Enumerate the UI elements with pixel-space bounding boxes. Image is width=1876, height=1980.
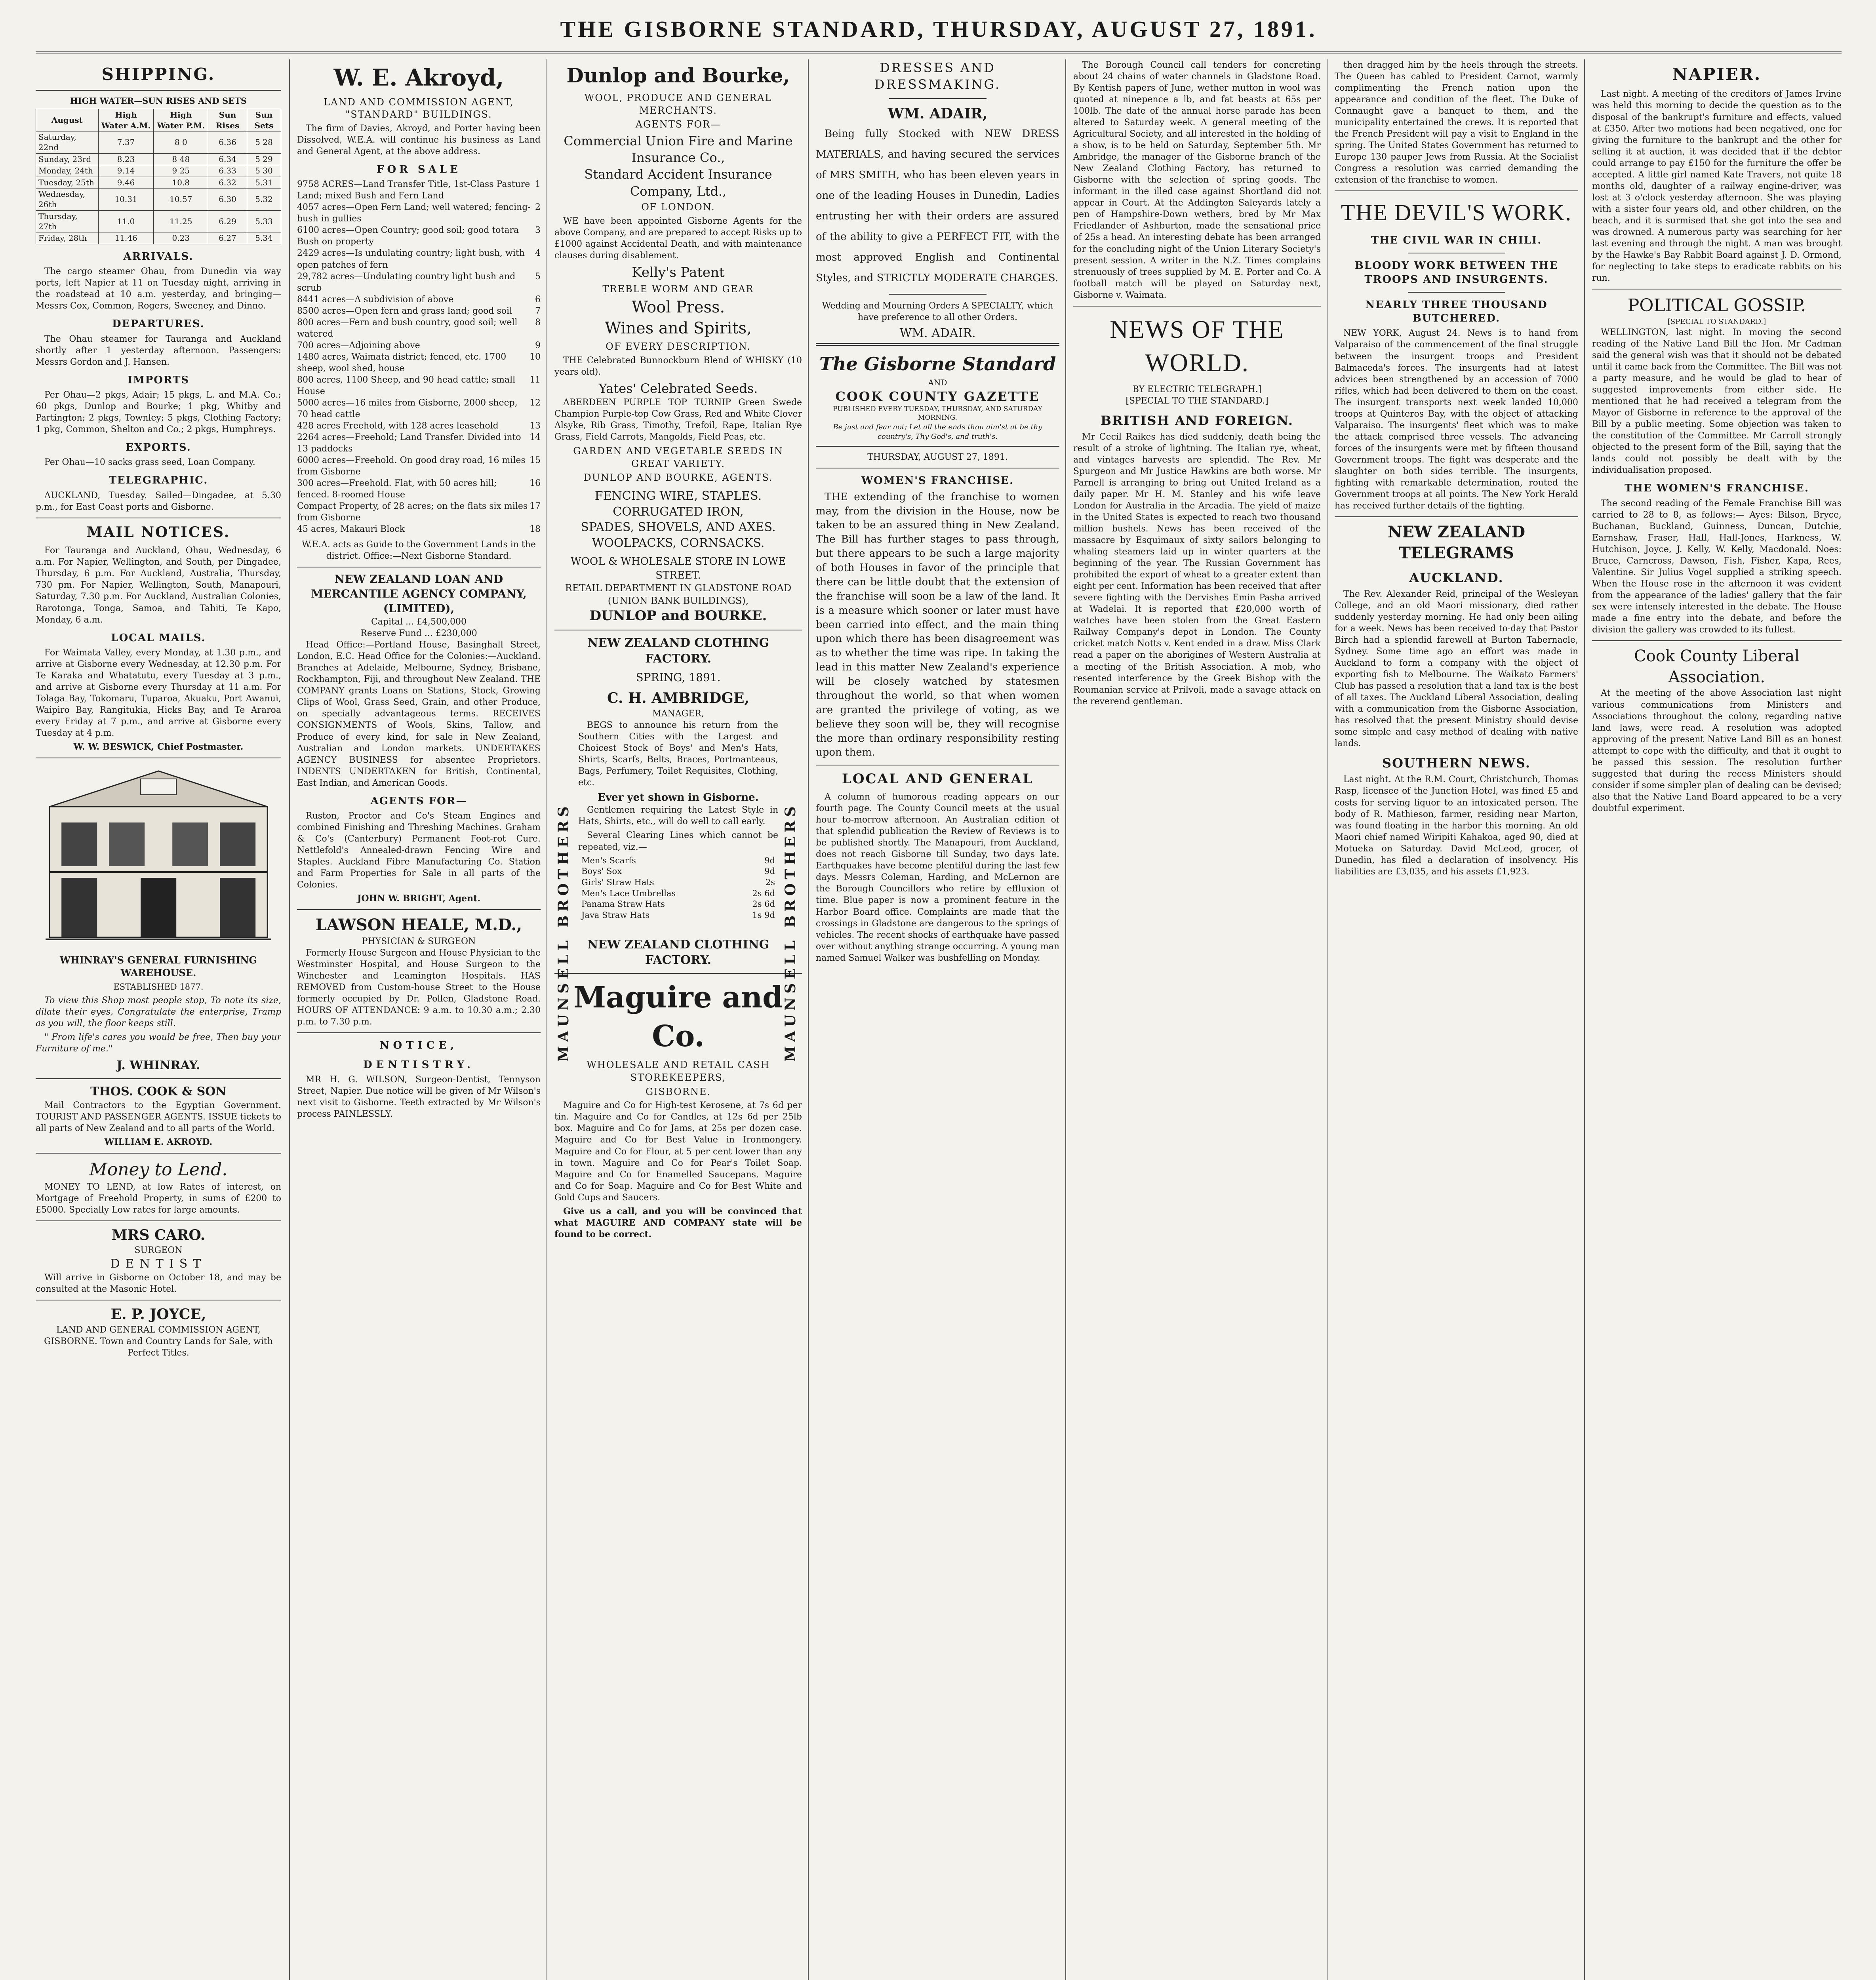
clothing-heading: NEW ZEALAND CLOTHING FACTORY. [587,636,769,666]
listing-text: 5000 acres—16 miles from Gisborne, 2000 sheep, 70 head cattle [297,398,518,419]
price-row [578,855,778,866]
price-value: 2s 6d [752,899,775,909]
lawson-heading: LAWSON HEALE, M.D., [315,916,522,935]
whinray-heading: WHINRAY'S GENERAL FURNISHING WAREHOUSE. [60,954,257,979]
tide-row [36,165,281,177]
wool-store-line: WOOL & WHOLESALE STORE IN LOWE STREET. [570,556,786,581]
dunlop-agents: DUNLOP AND BOURKE, AGENTS. [583,472,773,484]
listing-number: 12 [529,398,541,408]
shown-line: Ever yet shown in Gisborne. [598,792,759,804]
wines-heading: Wines and Spirits, [605,319,752,338]
devil-heading: THE DEVIL'S WORK. [1341,200,1572,226]
tide-cell: Friday, 28th [36,232,99,244]
listing-row [297,420,541,432]
column-rule [289,59,290,1980]
spring-line: SPRING, 1891. [636,671,721,684]
tide-cell: 7.37 [98,131,154,153]
wedding-text: Wedding and Mourning Orders A SPECIALTY, which have preference to all other Orders. [822,301,1053,323]
listing-number: 11 [529,375,541,385]
tide-cell: Sunday, 23rd [36,153,99,165]
agents-for-heading: AGENTS FOR— [635,119,721,130]
shown-text: Gentlemen requiring the Latest Style in Hats, Shirts, etc., will do well to call early. [578,805,778,827]
price-row [578,899,778,910]
listing-number: 3 [535,225,541,236]
listing-number: 15 [529,455,541,466]
tide-header: Sun Rises [208,109,247,131]
ambridge-text: BEGS to announce his return from the Southern Cities with the Largest and Choicest Stock of Boys' and Men's Hats, Shirts, Scarfs, Belts, Braces, Portmanteaus, Bags, Perfumery, Toilet Requisites, Clothing, etc. [578,720,778,788]
of-london: OF LONDON. [641,201,715,213]
political-special: [SPECIAL TO STANDARD.] [1667,318,1766,326]
tide-cell: 6.34 [208,153,247,165]
listing-row [297,455,541,478]
money-heading: Money to Lend. [89,1159,228,1180]
nzl-heading: NEW ZEALAND LOAN AND MERCANTILE AGENCY COMPANY, (LIMITED), [311,573,527,615]
column-2 [297,59,541,1980]
listing-row [297,294,541,305]
maguire-end: Give us a call, and you will be convinced that what MAGUIRE AND COMPANY state will be found to be correct. [554,1206,802,1239]
yates-heading: Yates' Celebrated Seeds. [598,381,758,396]
tide-row [36,131,281,153]
tide-cell: 9 25 [154,165,208,177]
clothing-footer: NEW ZEALAND CLOTHING FACTORY. [587,937,769,967]
listing-row [297,202,541,225]
tide-header: High Water A.M. [98,109,154,131]
dentist-heading: DENTIST [110,1257,207,1271]
listing-number: 2 [535,202,541,213]
agents-for-heading: AGENTS FOR— [370,795,467,807]
listing-text: 2264 acres—Freehold; Land Transfer. Divided into 13 paddocks [297,432,521,454]
wool-press-heading: Wool Press. [631,298,725,317]
tide-cell: Thursday, 27th [36,210,99,232]
listing-row [297,179,541,202]
listing-number: 6 [535,294,541,305]
paper-and: AND [928,378,947,388]
tide-cell: 8 48 [154,153,208,165]
listing-row [297,305,541,317]
auckland-heading: AUCKLAND. [1409,570,1504,585]
tide-cell: 11.0 [98,210,154,232]
whinray-name: J. WHINRAY. [116,1059,200,1073]
whisky-text: THE Celebrated Bunnockburn Blend of WHISKY (10 years old). [554,355,802,377]
divider [1073,306,1321,307]
column-3 [554,59,802,1980]
listing-row [297,374,541,397]
divider [1408,292,1505,293]
for-sale-heading: FOR SALE [377,163,461,175]
column-1 [36,59,281,1980]
reserve-line: Reserve Fund ... £230,000 [360,628,477,639]
tide-cell: 10.31 [98,188,154,210]
bright-signature: JOHN W. BRIGHT, Agent. [357,893,480,904]
liberal-heading: Cook County Liberal Association. [1634,647,1800,686]
departures-heading: DEPARTURES. [112,318,205,330]
telegraphic-heading: TELEGRAPHIC. [109,474,208,487]
mail-text: For Tauranga and Auckland, Ohau, Wednesday, 6 a.m. For Napier, Wellington, and South, per Dingadee, Thursday, 6 p.m. For Auckland, Australia, Thursday, 730 pm. For Napier, Wellington, South, Manapouri, Saturday, 7.30 p.m. For Auckland, Australian Colonies, Rarotonga, Tonga, Samoa, and Tahiti, Te Kapo, Monday, 6 a.m. [36,546,281,625]
whinray-poem-end: " From life's cares you would be free, Then buy your Furniture of me." [36,1032,281,1054]
masthead-title: THE GISBORNE STANDARD, THURSDAY, AUGUST 27, 1891. [560,16,1317,42]
tide-cell: Tuesday, 25th [36,177,99,188]
standard-heading: Standard Accident Insurance Company, Ltd., [584,167,772,199]
franchise2-heading: THE WOMEN'S FRANCHISE. [1625,482,1809,495]
masthead-rule [36,51,1842,53]
notice-heading: NOTICE, [379,1040,458,1052]
nzl-text: Head Office:—Portland House, Basinghall Street, London, E.C. Head Office for the Colonies:—Auckland. Branches at Adelaide, Melbourne, Sydney, Brisbane, Rockhampton, Fiji, and throughout New Zealand. THE COMPANY grants Loans on Stations, Stock, Growing Clips of Wool, Grass Seed, Grain, and other Produce, on specially advantageous terms. RECEIVES CONSIGNMENTS of Wools, Skins, Tallow, and Produce of every kind, for sale in New Zealand, Australian and London markets. UNDERTAKES AGENCY BUSINESS for absentee Proprietors. INDENTS UNDERTAKEN for British, Continental, East Indian, and American Goods. [297,640,541,788]
wilson-text: MR H. G. WILSON, Surgeon-Dentist, Tennyson Street, Napier. Due notice will be given of Mr Wilson's next visit to Gisborne. Teeth extracted by Mr Wilson's process PAINLESSLY. [297,1074,541,1119]
adair-end: WM. ADAIR. [899,326,976,341]
postmaster: W. W. BESWICK, Chief Postmaster. [73,742,244,752]
tide-cell: 5 29 [247,153,281,165]
divider [36,1220,281,1221]
imports-heading: IMPORTS [127,374,190,386]
dunlop-end: DUNLOP and BOURKE. [589,608,767,624]
money-text: MONEY TO LEND, at low Rates of interest, on Mortgage of Freehold Property, in sums of £200 to £5000. Specially Low rates for large amounts. [36,1182,281,1215]
divider [816,446,1059,447]
price-value: 1s 9d [752,910,775,920]
manager-line: MANAGER, [652,708,704,719]
napier-text: Last night. A meeting of the creditors of James Irvine was held this morning to decide the question as to the disposal of the bankrupt's furniture and effects, valued at £350. After two motions had been negatived, one for giving the furniture to the bankrupt and the other for selling it at auction, it was decided that if the debtor could arrange to pay £150 for the furniture the offer be accepted. A little girl named Kate Travers, not quite 18 months old, daughter of a railway engine-driver, was lost at 3 o'clock yesterday afternoon. She was playing with a sister four years old, and other children, on the beach, and it is surmised that she got into the sea and was drowned. A numerous party was searching for her last evening and through the night. A man was brought by the Hawke's Bay Rabbit Board against J. D. Ormond, for neglecting to take steps to eradicate rabbits on his run. [1592,89,1842,283]
southern-text: Last night. At the R.M. Court, Christchurch, Thomas Rasp, licensee of the Junction Hotel, was fined £5 and costs for serving liquor to an intoxicated person. The body of R. Mathieson, farmer, residing near Marton, was found floating in the harbor this morning. An old Maori chief named Wiripiti Kahakoa, aged 90, died at Motueka on Saturday. David McLeod, grocer, of Dunedin, has filed a declaration of insolvency. His liabilities are £3,035, and his assets £1,923. [1335,775,1578,877]
divider [297,1032,541,1033]
tide-row [36,177,281,188]
date-line: THURSDAY, AUGUST 27, 1891. [867,452,1008,463]
seeds-text: ABERDEEN PURPLE TOP TURNIP Green Swede Champion Purple-top Cow Grass, Red and White Clover Alsyke, Rib Grass, Timothy, Trefoil, Rape, Italian Rye Grass, Field Carrots, Mangolds, Field Peas, etc. [554,397,802,442]
tide-cell: 5.34 [247,232,281,244]
price-value: 9d [764,855,775,865]
caro-heading: MRS CARO. [111,1226,206,1243]
tide-cell: 6.30 [208,188,247,210]
civil-war-line: THE CIVIL WAR IN CHILI. [1371,234,1542,246]
tide-cell: Wednesday, 26th [36,188,99,210]
listing-number: 16 [529,478,541,489]
paper-subtitle: COOK COUNTY GAZETTE [835,388,1040,404]
divider [1335,516,1578,517]
tide-heading: HIGH WATER—SUN RISES AND SETS [70,96,247,106]
motto: Be just and fear not; Let all the ends thou aim'st at be thy country's, Thy God's, and truth's. [833,423,1042,441]
dentistry-heading: DENTISTRY. [363,1059,474,1071]
local-text: A column of humorous reading appears on our fourth page. The County Council meets at the usual hour to-morrow afternoon. An Australian edition of that splendid publication the Review of Reviews is to be published shortly. The Manapouri, from Auckland, does not reach Gisborne till Sunday, two days late. Earthquakes have become plentiful during the last few days. Messrs Coleman, Harding, and McLernon are the Borough Councillors who retire by effluxion of time. Blue paper is now a prominent feature in the Harbor Board office. Complaints are made that the crossings in Gladstone are dangerous to the springs of vehicles. The recent shocks of earthquake have passed over without anything strange occurring. A young man named Samuel Walker was bushfelling on Monday. [816,792,1059,963]
listing-text: 1480 acres, Waimata district; fenced, etc. 1700 sheep, wool shed, house [297,352,507,373]
franchise-text: THE extending of the franchise to women may, from the division in the House, now be taken to be an assured thing in New Zealand. The Bill has further stages to pass through, but there appears to be such a large majority of both Houses in favor of the principle that there can be little doubt that the extension of the franchise will soon be a law of the land. It is a measure which sooner or later must have been carried into effect, and the main thing upon which there has been disagreement was as to whether the time was ripe. In taking the lead in this matter New Zealand's experience will be closely watched by statesmen throughout the world, so that when women are granted the privilege of voting, as we believe they soon will be, they will recognise the more than ordinary responsibility resting upon them. [816,491,1059,759]
strip-left: MAUNSELL BROTHERS [555,802,572,1062]
divider [816,343,1059,346]
adair-heading: WM. ADAIR, [888,105,988,122]
by-electric: BY ELECTRIC TELEGRAPH.] [1132,384,1262,394]
published-line: PUBLISHED EVERY TUESDAY, THURSDAY, AND SATURDAY MORNING. [833,405,1042,422]
treble-line: TREBLE WORM AND GEAR [602,283,754,295]
tide-cell: 6.32 [208,177,247,188]
iron-line: CORRUGATED IRON, [613,505,744,519]
departures-text: The Ohau steamer for Tauranga and Auckland shortly after 1 yesterday afternoon. Passengers: Messrs Gordon and J. Hansen. [36,334,281,367]
joyce-text: LAND AND GENERAL COMMISSION AGENT, GISBORNE. Town and Country Lands for Sale, with Perfect Titles. [44,1325,273,1358]
price-item: Girls' Straw Hats [581,877,654,887]
local-heading: LOCAL AND GENERAL [842,771,1033,787]
column-4 [816,59,1059,1980]
telegraphic-text: AUCKLAND, Tuesday. Sailed—Dingadee, at 5.30 p.m., for East Coast ports and Gisborne. [36,490,281,512]
divider [36,90,281,91]
listing-row [297,248,541,270]
newspaper-page [36,16,1842,1980]
divider [36,1078,281,1079]
tide-cell: 11.25 [154,210,208,232]
tide-cell: Monday, 24th [36,165,99,177]
council-text: The Borough Council call tenders for concreting about 24 chains of water channels in Gladstone Road. By Kentish papers of June, wether mutton in wool was quoted at ninepence a lb, and fat beasts at 65s per 100lb. The date of the annual horse parade has been altered to Saturday week. A general meeting of the Agricultural Society, and all interested in the holding of a show, is to be held on Saturday, September 5th. Mr Ambridge, the manager of the Gisborne branch of the New Zealand Clothing Factory, has returned to Gisborne with the selection of spring goods. The informant in the illed case against Shortland did not appear in Court. At the Addington Saleyards lately a pen of Hampshire-Down wethers, bred by Mr Max Friedlander of Ashburton, made the sensational price of 25s a head. An interesting debate has been arranged for the concluding night of the Union Literary Society's present session. A writer in the N.Z. Times complains strenuously of trees supplied by M. E. Porter and Co. A football match will be played on Saturday next, Gisborne v. Waimata. [1073,60,1321,300]
warehouse-illustration [46,763,271,949]
listing-number: 4 [535,248,541,259]
dresses-heading: DRESSES AND DRESSMAKING. [874,60,1001,92]
tide-header: August [36,109,99,131]
southern-heading: SOUTHERN NEWS. [1382,756,1531,771]
listing-number: 5 [535,271,541,282]
tide-cell: 10.8 [154,177,208,188]
listing-row [297,225,541,248]
tide-cell: 9.46 [98,177,154,188]
listing-number: 18 [529,524,541,535]
local-mails-text: For Waimata Valley, every Monday, at 1.30 p.m., and arrive at Gisborne every Wednesday, at 12.30 p.m. For Te Karaka and Whatatutu, every Tuesday at 3 p.m., and arrive at Gisborne every Thursday at 11 a.m. For Tolaga Bay, Tokomaru, Tuparoa, Akuaku, Port Awanui, Waipiro Bay, Rangitukia, Hicks Bay, and Te Araroa every Friday at 7 p.m., and arrive at Gisborne every Tuesday at 4 p.m. [36,647,281,739]
listing-text: 9758 ACRES—Land Transfer Title, 1st-Class Pasture Land; mixed Bush and Fern Land [297,179,530,201]
nz-telegrams-heading: NEW ZEALAND TELEGRAMS [1387,522,1526,562]
lawson-text: Formerly House Surgeon and House Physician to the Westminster Hospital, and House Surgeon to the Winchester and Leamington Hospitals. HAS REMOVED from Custom-house Street to the House formerly occupied by Dr. Pollen, Gladstone Road. HOURS OF ATTENDANCE: 9 a.m. to 10.30 a.m.; 2.30 p.m. to 7.30 p.m. [297,948,541,1027]
british-text: Mr Cecil Raikes has died suddenly, death being the result of a stroke of lightning. The Italian rye, wheat, and vintages harvests are splendid. The Rev. Mr Spurgeon and Mr Justice Hawkins are both worse. Mr Parnell is arranging to bring out United Ireland as a daily paper. Mr H. M. Stanley and his wife leave London for Australia in the Arcadia. The yield of maize in the United States is expected to reach two thousand million bushels. News has been received of the massacre by Esquimaux of sixty sailors belonging to whaling steamers laid up in winter quarters at the beginning of the year. The Russian Government has prohibited the export of wheat to a greater extent than eight per cent. Information has been received that after severe fighting with the Dervishes Emin Pasha arrived at Wadelai. It is reported that £20,000 worth of watches have been stolen from the Great Eastern Railway Company's depot in London. The County cricket match Notts v. Kent ended in a draw. Miss Clark read a paper on the aborigines of Western Australia at a meeting of the British Association. A mob, who resented interference by the Greek Bishop with the Roumanian service at Prilvoli, made a savage attack on the reverend gentleman. [1073,432,1321,706]
fencing-line: FENCING WIRE, STAPLES. [594,489,762,503]
column-5 [1073,59,1321,1980]
divider [36,1153,281,1154]
price-item: Men's Scarfs [581,855,636,865]
column-7 [1592,59,1842,1980]
chili-text: NEW YORK, August 24. News is to hand from Valparaiso of the commencement of the final struggle between the insurgent troops and President Balmaceda's forces. The insurgents had at latest advices been strengthened by an accession of 7000 rifles, which had been delivered to them on the coast. The insurgent transports next week landed 10,000 troops at Quinteros Bay, with the object of attacking Valparaiso. The insurgents' fleet which was to make the attack comprised three vessels. The advancing forces of the insurgents were met by fifteen thousand Government troops. The fight was desperate and the slaughter on both sides terrible. The insurgents, fighting with remarkable determination, routed the Government troops at all points. The New York Herald has received further details of the fighting. [1335,328,1578,511]
listing-number: 7 [535,306,541,316]
listing-text: 4057 acres—Open Fern Land; well watered; fencing-bush in gullies [297,202,531,224]
price-value: 2s [765,877,775,887]
dunlop-subheading: WOOL, PRODUCE AND GENERAL MERCHANTS. [584,92,772,116]
column-rule [808,59,809,1980]
tide-cell: 6.33 [208,165,247,177]
tide-header: Sun Sets [247,109,281,131]
napier-heading: NAPIER. [1672,65,1762,84]
tide-table [36,109,281,244]
cook-text: Mail Contractors to the Egyptian Government. TOURIST AND PASSENGER AGENTS. ISSUE tickets to all parts of New Zealand and to all parts of the World. [36,1100,281,1133]
listing-text: 800 acres—Fern and bush country, good soil; well watered [297,317,518,339]
tide-row [36,232,281,244]
price-value: 9d [764,866,775,876]
listing-number: 1 [535,179,541,190]
nearly-line: NEARLY THREE THOUSAND BUTCHERED. [1365,299,1548,325]
divider [889,294,987,295]
listing-text: 8441 acres—A subdivision of above [297,294,454,305]
listing-row [297,432,541,455]
exports-heading: EXPORTS. [126,442,191,454]
franchise2-text: The second reading of the Female Franchise Bill was carried to 28 to 8, as follows:— Ayes: Bilson, Bryce, Buchanan, Buckland, Guinness, Duncan, Dutchie, Earnshaw, Fraser, Hall, Hall-Jones, Harkness, W. Hutchison, Joyce, J. Kelly, W. Kelly, Macdonald. Noes: Bruce, Carncross, Dawson, Fish, Fisher, Kapa, Rees, Valentine. Sir Julius Vogel supplied a striking speech. When the House rose in the afternoon it was evident from the appearance of the ladies' gallery that the fair sex were intensely interested in the debate. The House made a fine entry into the debate, and before the division the gallery was crowded to its fullest. [1592,498,1842,635]
listing-number: 9 [535,340,541,350]
tide-cell: 8.23 [98,153,154,165]
tide-header: High Water P.M. [154,109,208,131]
listing-number: 17 [529,501,541,512]
maguire-heading: Maguire and Co. [573,980,783,1053]
listing-number: 10 [529,352,541,362]
divider [297,909,541,910]
tide-cell: 11.46 [98,232,154,244]
local-mails-heading: LOCAL MAILS. [111,632,206,644]
established-line: ESTABLISHED 1877. [113,982,204,992]
gisborne-line: GISBORNE. [645,1086,711,1097]
joyce-heading: E. P. JOYCE, [110,1306,206,1323]
price-item: Java Straw Hats [581,910,650,920]
tide-cell: 5.33 [247,210,281,232]
tide-cell: 6.36 [208,131,247,153]
listing-text: 800 acres, 1100 Sheep, and 90 head cattle; small House [297,375,516,396]
maguire-subheading: WHOLESALE AND RETAIL CASH STOREKEEPERS, [587,1059,770,1083]
lawson-sub: PHYSICIAN & SURGEON [362,937,476,947]
paper-title: The Gisborne Standard [819,353,1056,375]
strip-right: MAUNSELL BROTHERS [782,802,799,1062]
british-heading: BRITISH AND FOREIGN. [1100,413,1294,428]
tide-cell: 0.23 [154,232,208,244]
tide-row [36,153,281,165]
agents-text: Ruston, Proctor and Co's Steam Engines and combined Finishing and Threshing Machines. Graham & Co's (Canterbury) Permanent Foot-rot Cure. Nettlefold's Annealed-drawn Fencing Wire and Staples. Auckland Fibre Manufacturing Co. Station and Farm Properties for Sale in all parts of the Colonies. [297,811,541,890]
listing-row [297,351,541,374]
akroyd-heading: W. E. Akroyd, [333,64,504,91]
akroyd-signature: WILLIAM E. AKROYD. [104,1137,213,1147]
price-item: Panama Straw Hats [581,899,665,909]
listing-text: 45 acres, Makauri Block [297,524,405,535]
arrivals-text: The cargo steamer Ohau, from Dunedin via way ports, left Napier at 11 on Tuesday night, arriving in the roadstead at 10 a.m. yesterday, and bringing—Messrs Cox, Common, Rogers, Sweeney, and Dinno. [36,267,281,311]
tide-cell: 10.57 [154,188,208,210]
column-rule [1065,59,1066,1980]
listing-text: Compact Property, of 28 acres; on the flats six miles from Gisborne [297,501,528,523]
office-note: W.E.A. acts as Guide to the Government Lands in the district. Office:—Next Gisborne Standard. [302,540,536,562]
bloody-line: BLOODY WORK BETWEEN THE TROOPS AND INSURGENTS. [1354,260,1558,286]
listing-row [297,340,541,351]
akroyd-subheading: LAND AND COMMISSION AGENT, "STANDARD" BUILDINGS. [324,96,514,120]
listing-text: 700 acres—Adjoining above [297,340,420,350]
listing-row [297,397,541,420]
maguire-text: Maguire and Co for High-test Kerosene, at 7s 6d per tin. Maguire and Co for Candles, at 12s 6d per 25lb box. Maguire and Co for Jams, at 25s per dozen case. Maguire and Co for Best Value in Ironmongery. Maguire and Co for Flour, at 5 per cent lower than any in town. Maguire and Co for Pear's Toilet Soap. Maguire and Co for Enamelled Saucepans. Maguire and Co for Soap. Maguire and Co for Best White and Gold Cups and Saucers. [554,1100,802,1203]
divider [1335,190,1578,191]
listing-number: 8 [535,317,541,327]
clearing-text: Several Clearing Lines which cannot be repeated, viz.— [578,830,778,852]
retail-line: RETAIL DEPARTMENT IN GLADSTONE ROAD (UNION BANK BUILDINGS), [565,583,792,606]
divider [1592,640,1842,641]
akroyd-text: The firm of Davies, Akroyd, and Porter having been Dissolved, W.E.A. will continue his business as Land and General Agent, at the above address. [297,123,541,156]
tide-cell: 5.32 [247,188,281,210]
price-value: 2s 6d [752,888,775,898]
tide-cell: 5 30 [247,165,281,177]
listing-text: 428 acres Freehold, with 128 acres leasehold [297,421,499,431]
spades-line: SPADES, SHOVELS, AND AXES. [581,520,776,535]
divider [554,973,802,974]
price-row [578,866,778,877]
price-row [578,877,778,888]
shipping-heading: SHIPPING. [101,65,215,84]
franchise-heading: WOMEN'S FRANCHISE. [861,475,1014,487]
listing-row [297,478,541,501]
auckland-text: The Rev. Alexander Reid, principal of the Wesleyan College, and an old Maori missionary, died rather suddenly yesterday morning. He had only been ailing for a week. News has been received to-day that Pastor Birch had a splendid farewell at Burton Tabernacle, Sydney. Some time ago an effort was made in Auckland to form a company with the object of exporting fish to Melbourne. The Waikato Farmers' Club has passed a resolution that a land tax is the best of all taxes. The Auckland Liberal Association, dealing with a communication from the Gisborne Association, has resolved that the present Ministry should devise some simple and easy method of dealing with native lands. [1335,589,1578,749]
tide-row [36,188,281,210]
column-rule [1584,59,1585,1980]
dunlop-heading: Dunlop and Bourke, [566,64,790,87]
capital-line: Capital ... £4,500,000 [371,617,467,627]
cook-heading: THOS. COOK & SON [90,1084,227,1099]
listing-row [297,524,541,535]
price-row [578,888,778,899]
price-item: Boys' Sox [581,866,622,876]
arrivals-heading: ARRIVALS. [123,250,194,263]
listing-text: 6000 acres—Freehold. On good dray road, 16 miles from Gisborne [297,455,526,477]
imports-text: Per Ohau—2 pkgs, Adair; 15 pkgs, L. and M.A. Co.; 60 pkgs, Dunlop and Bourke; 1 pkg, Whitby and Partington; 2 pkgs, Townley; 5 pkgs, Clothing Factory; 1 pkg, Common, Shelton and Co.; 2 pkgs, Humphreys. [36,390,281,435]
tide-cell: 6.27 [208,232,247,244]
tide-cell: 6.29 [208,210,247,232]
listing-row [297,271,541,294]
special-line: [SPECIAL TO THE STANDARD.] [1126,396,1268,406]
caro-text: Will arrive in Gisborne on October 18, and may be consulted at the Masonic Hotel. [36,1273,281,1295]
ambridge-heading: C. H. AMBRIDGE, [607,690,750,707]
whinray-poem: To view this Shop most people stop, To note its size, dilate their eyes, Congratulate the enterprise, Tramp as you will, the floor keeps still. [36,996,281,1029]
tide-cell: Saturday, 22nd [36,131,99,153]
adair-text: Being fully Stocked with NEW DRESS MATERIALS, and having secured the services of MRS SMITH, who has been eleven years in one of the leading Houses in Dunedin, Ladies entrusting her with their orders are assured of the ability to give a PERFECT FIT, with the most approved English and Continental Styles, and STRICTLY MODERATE CHARGES. [816,128,1059,284]
standard-text: WE have been appointed Gisborne Agents for the above Company, and are prepared to accept Risks up to £1000 against Accidental Death, and with maintenance clauses during disablement. [554,216,802,261]
listing-text: 29,782 acres—Undulating country light bush and scrub [297,271,516,293]
listing-text: 8500 acres—Open fern and grass land; good soil [297,306,512,316]
tide-cell: 5.31 [247,177,281,188]
union-heading: Commercial Union Fire and Marine Insurance Co., [564,133,793,166]
listing-number: 14 [529,432,541,442]
price-item: Men's Lace Umbrellas [581,888,676,898]
listing-text: 6100 acres—Open Country; good soil; good totara Bush on property [297,225,519,247]
warehouse-engraving [46,763,271,949]
tide-cell: 5 28 [247,131,281,153]
tide-cell: 8 0 [154,131,208,153]
price-row [578,910,778,921]
mail-notices-heading: MAIL NOTICES. [86,524,230,541]
every-description: OF EVERY DESCRIPTION. [606,341,751,352]
news-heading: NEWS OF THE WORLD. [1110,315,1284,377]
column-6 [1335,59,1578,1980]
kelly-heading: Kelly's Patent [632,264,725,280]
listing-text: 2429 acres—Is undulating country; light bush, with open patches of fern [297,248,525,270]
exports-text: Per Ohau—10 sacks grass seed, Loan Company. [44,457,255,468]
liberal-text: At the meeting of the above Association last night various communications from Ministers and Associations throughout the colony, regarding native land laws, were read. A resolution was adopted approving of the present Native Land Bill as an honest attempt to cope with the difficulty, and that it ought to be passed this session. The resolution further suggested that during the recess Ministers should consider if some simpler plan of dealing can be devised; also that the Native Land Board appeared to be a very doubtful experiment. [1592,688,1842,813]
listing-row [297,317,541,340]
caro-sub: SURGEON [134,1245,183,1256]
political-text: WELLINGTON, last night. In moving the second reading of the Native Land Bill the Hon. Mr Cadman said the general wish was that it should not be debated until it came back from the Committee. The Bill was not a party measure, and he would be glad to hear of suggested improvements from either side. He mentioned that he had received a telegram from the Mayor of Gisborne in reference to the approval of the Bill by a public meeting. Some objection was taken to the constitution of the Committee. Mr Carroll strongly objected to the present form of the Bill, saying that the lands could not possibly be dealt with by the individualisation proposed. [1592,327,1842,476]
tide-cell: 9.14 [98,165,154,177]
woolpacks-line: WOOLPACKS, CORNSACKS. [592,536,765,550]
tide-row [36,210,281,232]
listing-row [297,501,541,524]
divider [889,98,987,99]
garden-seeds: GARDEN AND VEGETABLE SEEDS IN GREAT VARIETY. [573,445,783,469]
political-heading: POLITICAL GOSSIP. [1627,295,1806,316]
listing-number: 13 [529,421,541,431]
listing-text: 300 acres—Freehold. Flat, with 50 acres hill; fenced. 8-roomed House [297,478,497,500]
top-text: then dragged him by the heels through the streets. The Queen has cabled to President Carnot, warmly complimenting the French nation upon the appearance and condition of the fleet. The Duke of Connaught gave a banquet to them, and the municipality entertained the crews. It is reported that the French President will pay a visit to England in the spring. The United States Government has returned to Europe 130 pauper Jews from Russia. At the Socialist Congress a resolution was carried demanding the extension of the franchise to women. [1335,60,1578,185]
